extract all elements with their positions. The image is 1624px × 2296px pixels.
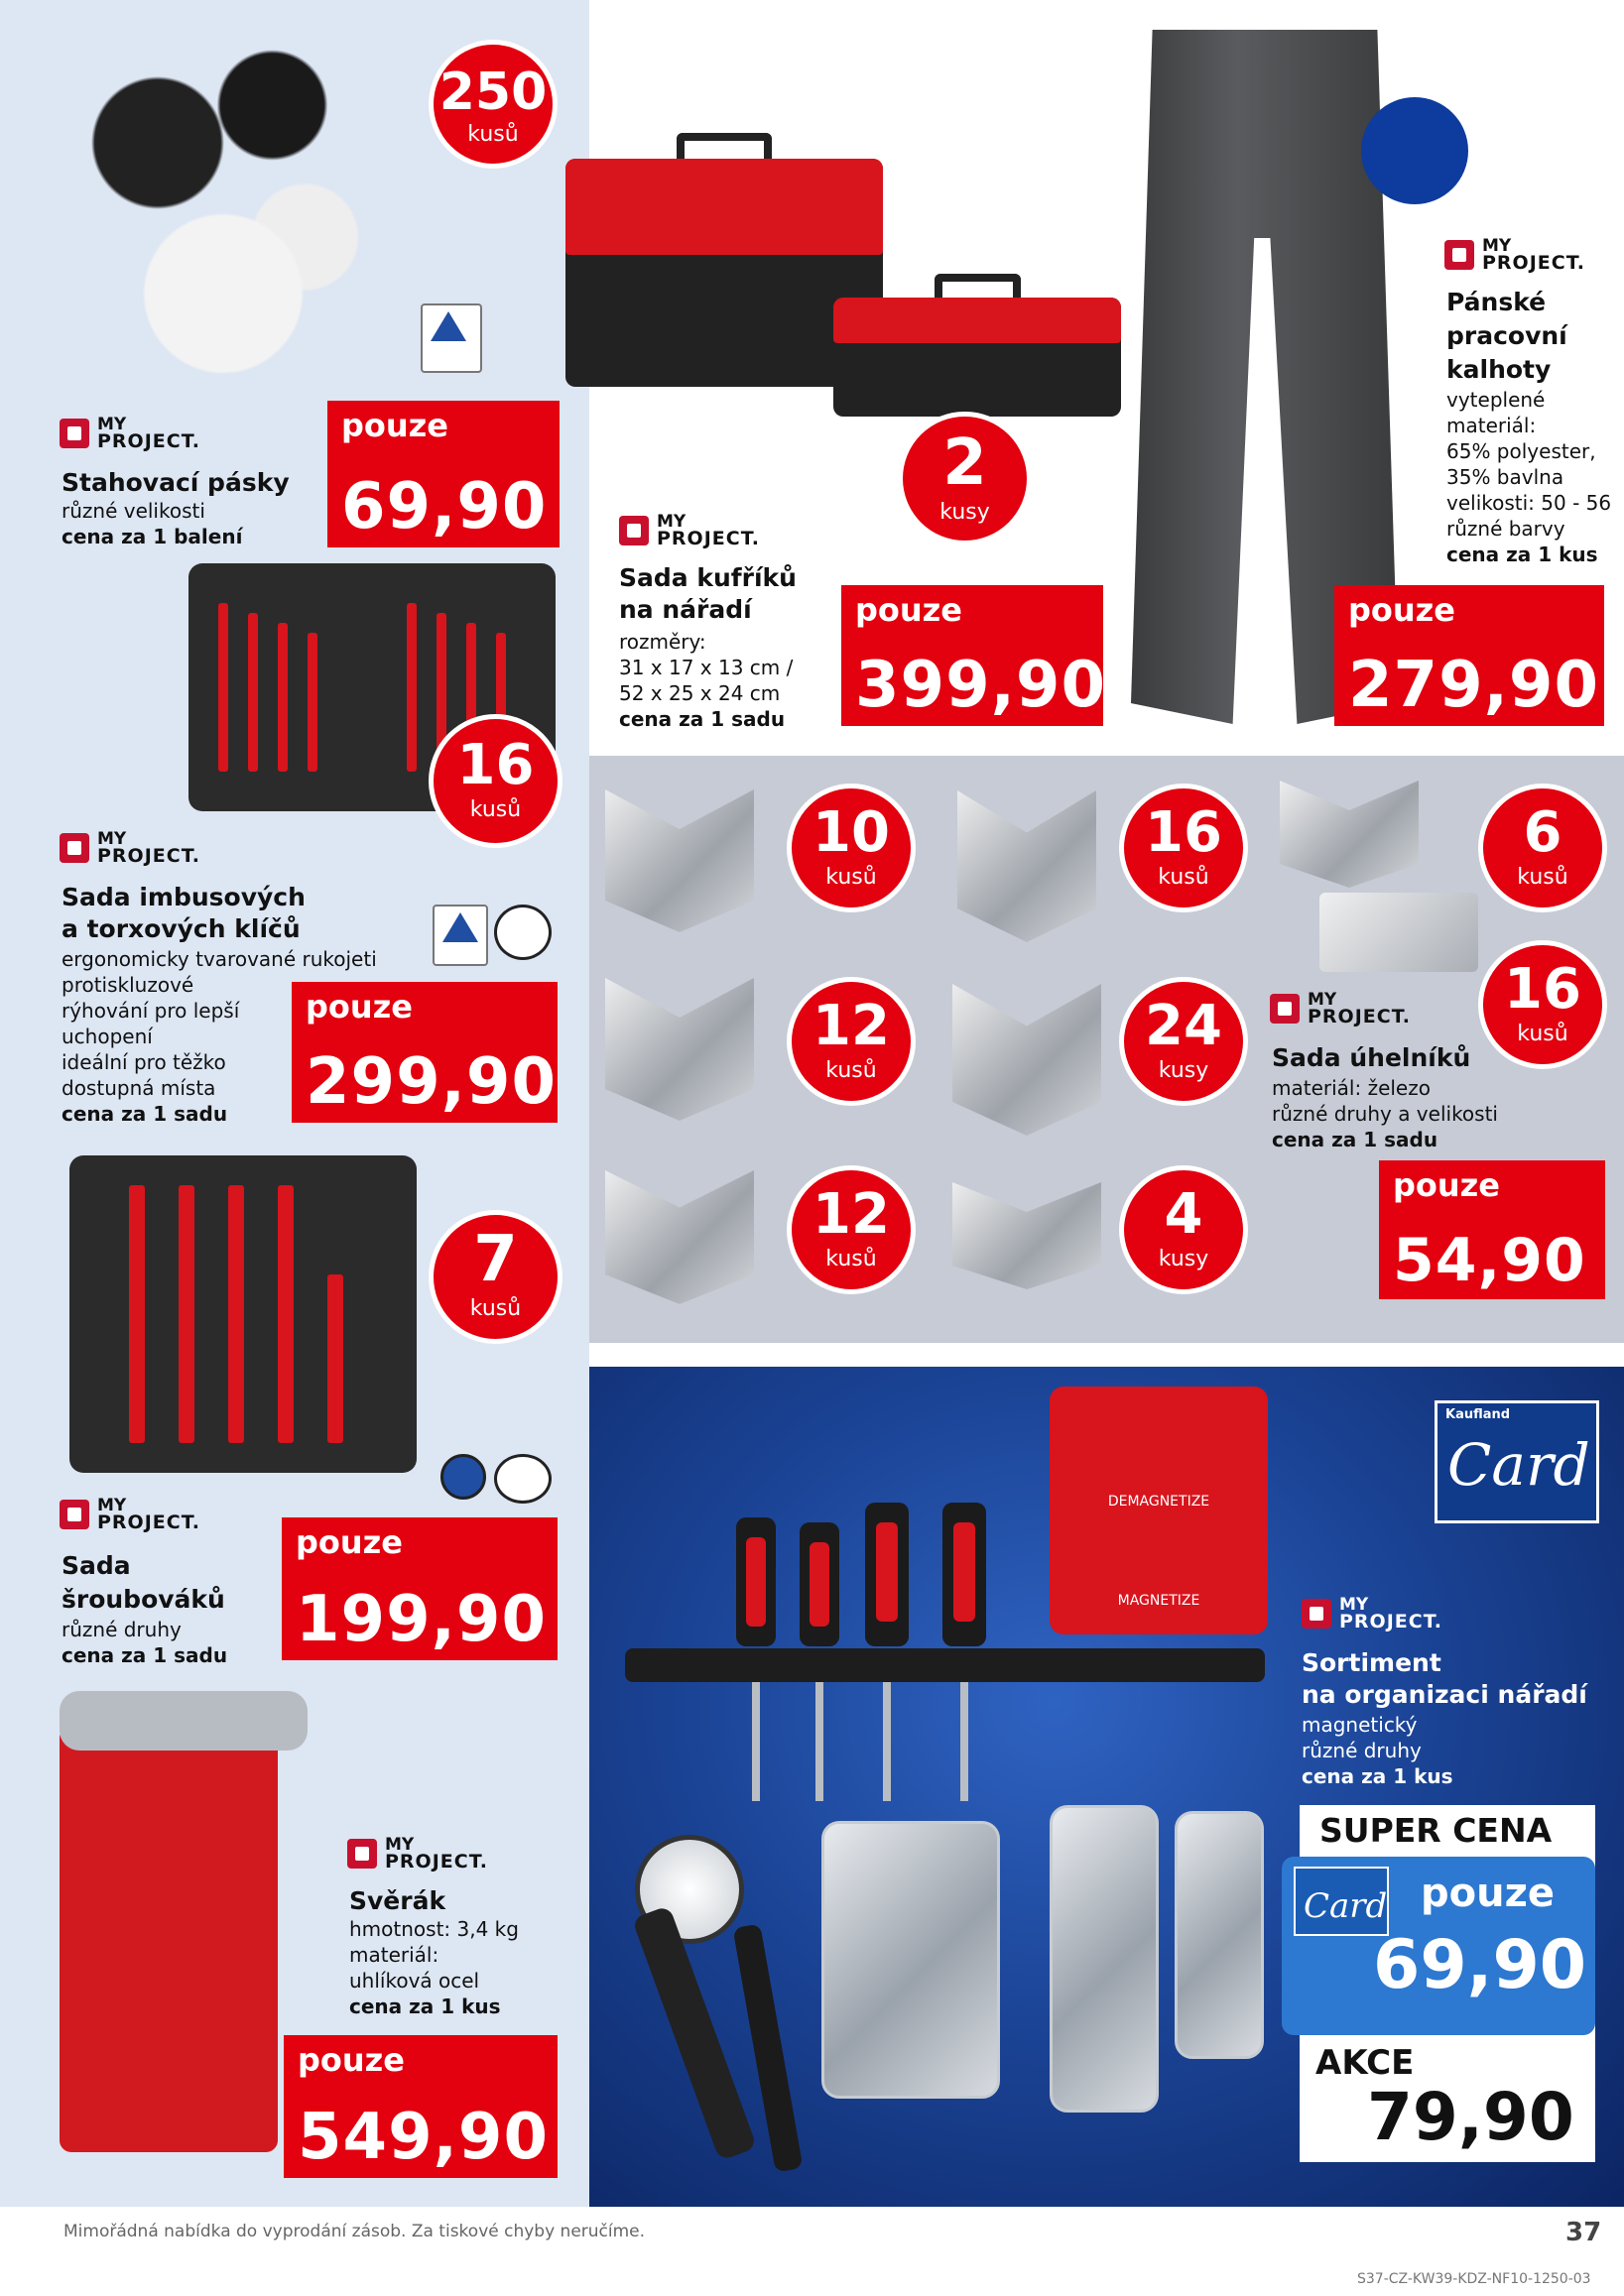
gs-certificate-icon (494, 1454, 552, 1504)
product-title: kalhoty (1446, 355, 1552, 384)
product-detail: cena za 1 sadu (619, 707, 786, 731)
screwdriver-set-image (69, 1155, 417, 1473)
price-box: pouze 399,90 (841, 585, 1103, 726)
product-title: a torxových klíčů (62, 914, 301, 943)
vise-handle-image (60, 1691, 308, 1751)
product-title: Svěrák (349, 1886, 446, 1915)
tuv-certificate-icon (421, 303, 482, 373)
product-detail: velikosti: 50 - 56 (1446, 491, 1612, 515)
tuv-certificate-icon (440, 1454, 486, 1500)
product-detail: rýhování pro lepší (62, 999, 240, 1023)
akce-price: 79,90 (1367, 2079, 1574, 2155)
product-detail: různé barvy (1446, 517, 1565, 541)
product-title: Sada kufříků (619, 563, 797, 592)
product-title: Stahovací pásky (62, 468, 290, 497)
screwdriver-image (865, 1503, 909, 1646)
card-mini-logo: Card (1294, 1867, 1389, 1936)
brackets-count-badge: 12 kusů (787, 1165, 916, 1294)
product-detail: různé druhy (62, 1618, 182, 1641)
color-swatch-blue (1361, 97, 1468, 204)
product-detail: ergonomicky tvarované rukojeti (62, 947, 377, 971)
brackets-count-badge: 10 kusů (787, 784, 916, 912)
product-title: na organizaci nářadí (1302, 1680, 1587, 1709)
brand-cube-icon (60, 419, 89, 448)
brackets-count-badge: 16 kusů (1119, 784, 1248, 912)
brand-cube-icon (60, 1500, 89, 1529)
pipe-vise-image (60, 1726, 278, 2152)
product-detail: cena za 1 kus (1302, 1764, 1453, 1788)
screwdriver-image (800, 1522, 839, 1646)
super-price-label: SUPER CENA (1319, 1811, 1553, 1850)
brand-cube-icon (1444, 240, 1474, 270)
brand-cube-icon (1302, 1599, 1331, 1629)
card-price: 69,90 (1373, 1926, 1587, 2004)
product-title: na nářadí (619, 595, 752, 624)
akce-label: AKCE (1315, 2043, 1415, 2083)
product-title: Sada (62, 1551, 131, 1580)
product-detail: protiskluzové (62, 973, 194, 997)
product-detail: cena za 1 kus (1446, 543, 1598, 566)
screwdrivers-count-badge: 7 kusů (429, 1210, 562, 1344)
cable-ties-image (60, 30, 387, 407)
price-box: pouze 199,90 (282, 1517, 558, 1660)
product-detail: rozměry: (619, 630, 706, 654)
screwdriver-shaft (815, 1682, 823, 1801)
product-detail: materiál: (349, 1943, 439, 1967)
brackets-count-badge: 6 kusů (1478, 784, 1607, 912)
product-detail: materiál: železo (1272, 1076, 1431, 1100)
product-detail: 52 x 25 x 24 cm (619, 681, 781, 705)
tuv-certificate-icon (433, 905, 488, 966)
card-price-box (1282, 1857, 1595, 2035)
page-number: 37 (1565, 2218, 1602, 2247)
magnetic-tray-image (1175, 1811, 1264, 2059)
price-box: pouze 69,90 (327, 401, 560, 547)
screwdriver-shaft (883, 1682, 891, 1801)
product-title: Pánské (1446, 288, 1547, 316)
price-box: pouze 279,90 (1334, 585, 1604, 726)
bracket-plate-image (1319, 893, 1478, 972)
toolbox-small-image (833, 298, 1121, 417)
brackets-count-badge: 4 kusy (1119, 1165, 1248, 1294)
product-detail: různé druhy a velikosti (1272, 1102, 1498, 1126)
divider (589, 1343, 1624, 1367)
brackets-count-badge: 12 kusů (787, 977, 916, 1106)
gs-certificate-icon (494, 905, 552, 960)
product-detail: uhlíková ocel (349, 1969, 480, 1993)
kaufland-card-logo: Kaufland Card (1435, 1400, 1599, 1523)
product-detail: uchopení (62, 1025, 153, 1048)
demagnetizer-image: DEMAGNETIZE MAGNETIZE (1050, 1387, 1268, 1634)
product-title: Sada úhelníků (1272, 1043, 1471, 1072)
price-box: pouze 549,90 (284, 2035, 558, 2178)
screwdriver-image (942, 1503, 986, 1646)
product-detail: různé velikosti (62, 499, 205, 523)
brand-cube-icon (619, 516, 649, 545)
price-box: pouze 54,90 (1379, 1160, 1605, 1299)
price-box: pouze 299,90 (292, 982, 558, 1123)
product-detail: cena za 1 sadu (62, 1643, 228, 1667)
product-detail: materiál: (1446, 414, 1537, 437)
brand-cube-icon (347, 1839, 377, 1869)
brackets-count-badge: 24 kusy (1119, 977, 1248, 1106)
catalog-code: S37-CZ-KW39-KDZ-NF10-1250-03 (1357, 2271, 1591, 2287)
magnetic-bar-image (625, 1648, 1265, 1682)
product-detail: 35% bavlna (1446, 465, 1564, 489)
card-price-label: pouze (1421, 1871, 1555, 1916)
product-detail: vyteplené (1446, 388, 1546, 412)
product-detail: 31 x 17 x 13 cm / (619, 656, 794, 679)
screwdriver-shaft (960, 1682, 968, 1801)
product-detail: různé druhy (1302, 1739, 1422, 1762)
screwdriver-image (736, 1517, 776, 1646)
brackets-count-badge: 16 kusů (1478, 940, 1607, 1069)
ties-count-badge: 250 kusů (429, 40, 558, 169)
screwdriver-shaft (752, 1682, 760, 1801)
keys-count-badge: 16 kusů (429, 714, 562, 848)
toolbox-count-badge: 2 kusy (898, 412, 1032, 545)
product-detail: cena za 1 sadu (62, 1102, 228, 1126)
product-detail: dostupná místa (62, 1076, 216, 1100)
brand-cube-icon (1270, 994, 1300, 1024)
product-detail: ideální pro těžko (62, 1050, 226, 1074)
product-detail: magnetický (1302, 1713, 1418, 1737)
brand-cube-icon (60, 833, 89, 863)
product-title: Sada imbusových (62, 883, 306, 911)
magnetic-tray-image (1050, 1805, 1159, 2113)
product-detail: cena za 1 balení (62, 525, 243, 548)
product-detail: hmotnost: 3,4 kg (349, 1917, 519, 1941)
product-detail: cena za 1 sadu (1272, 1128, 1438, 1151)
product-title: šroubováků (62, 1585, 225, 1614)
product-detail: cena za 1 kus (349, 1994, 501, 2018)
magnetic-tray-image (821, 1821, 1000, 2099)
product-title: pracovní (1446, 321, 1567, 350)
footer-disclaimer: Mimořádná nabídka do vyprodání zásob. Za tiskové chyby neručíme. (63, 2222, 646, 2241)
product-title: Sortiment (1302, 1648, 1441, 1677)
product-detail: 65% polyester, (1446, 439, 1596, 463)
